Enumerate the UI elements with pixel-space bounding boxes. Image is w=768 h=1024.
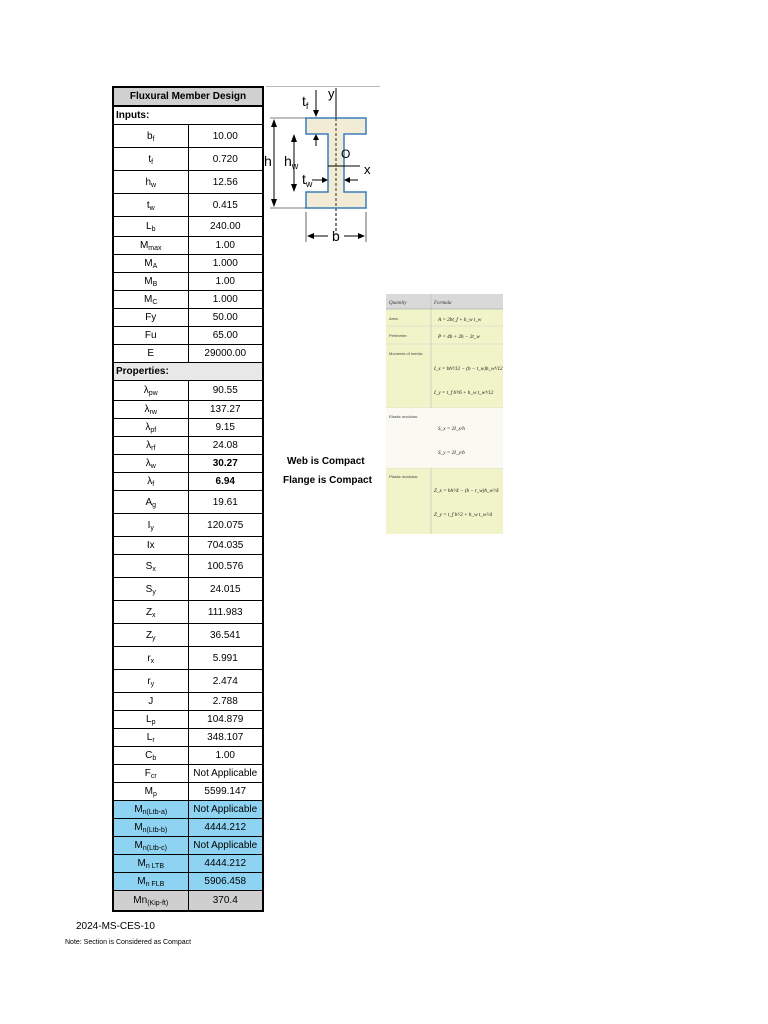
symbol-subscript: A	[152, 263, 158, 270]
symbol-subscript: f	[152, 135, 155, 143]
table-row	[113, 514, 263, 537]
row-value: 10.00	[188, 125, 263, 148]
tf-arrow-head-lower	[313, 134, 319, 140]
row-symbol	[113, 711, 188, 729]
table-row	[113, 473, 263, 491]
symbol-subscript: b	[152, 755, 157, 762]
row-symbol	[113, 491, 188, 514]
hw-arrow-top	[291, 134, 297, 142]
web-status: Web is Compact	[287, 456, 365, 467]
row-symbol	[113, 693, 188, 711]
symbol-subscript: r	[152, 737, 155, 744]
symbol-text: h	[145, 176, 151, 188]
row-symbol	[113, 783, 188, 801]
row-symbol	[113, 327, 188, 345]
flexural-design-table	[112, 86, 264, 912]
row-symbol	[113, 381, 188, 401]
symbol-text: λ	[144, 404, 150, 415]
row-value: 2.788	[188, 693, 263, 711]
h-arrow-top	[271, 119, 277, 127]
row-value: 36.541	[188, 624, 263, 647]
symbol-subscript: g	[152, 501, 157, 509]
symbol-subscript: y	[152, 588, 156, 596]
table-row	[113, 729, 263, 747]
symbol-text: λ	[147, 476, 153, 487]
symbol-subscript: n FLB	[145, 881, 165, 888]
table-row	[113, 255, 263, 273]
label-h: h	[264, 153, 272, 169]
row-value: 12.56	[188, 171, 263, 194]
row-value: 137.27	[188, 401, 263, 419]
row-value: 104.879	[188, 711, 263, 729]
symbol-text: λ	[143, 385, 149, 396]
formula-sy: S_y = 2I_y/b	[438, 450, 465, 456]
tw-arrow-left-head	[322, 177, 328, 183]
table-row	[113, 437, 263, 455]
row-value: 4444.212	[188, 819, 263, 837]
table-row	[113, 819, 263, 837]
table-row	[113, 273, 263, 291]
table-row	[113, 783, 263, 801]
table-row	[113, 194, 263, 217]
row-value: 4444.212	[188, 855, 263, 873]
symbol-text: S	[145, 583, 153, 595]
final-symbol	[113, 891, 188, 912]
row-symbol	[113, 765, 188, 783]
symbol-subscript: w	[150, 463, 156, 470]
row-symbol	[113, 309, 188, 327]
tf-arrow-head	[313, 110, 319, 117]
row-value: 240.00	[188, 217, 263, 237]
symbol-text: J	[148, 696, 154, 707]
symbol-text: λ	[146, 440, 152, 451]
table-row	[113, 537, 263, 555]
symbol-subscript: y	[150, 680, 155, 688]
formula-elastic-bg	[431, 408, 503, 468]
symbol-text: λ	[145, 422, 151, 433]
symbol-text: t	[148, 153, 152, 165]
symbol-text: M	[137, 876, 146, 887]
symbol-text: M	[134, 804, 143, 815]
row-value: 1.00	[188, 237, 263, 255]
table-row	[113, 601, 263, 624]
row-symbol	[113, 237, 188, 255]
table-row	[113, 555, 263, 578]
row-symbol	[113, 148, 188, 171]
label-tf: $t_f$	[302, 93, 309, 111]
symbol-subscript: n LTB	[145, 863, 164, 870]
symbol-subscript: rf	[151, 445, 156, 452]
table-row	[113, 873, 263, 891]
row-symbol	[113, 647, 188, 670]
formula-qty-perimeter: Perimeter:	[389, 333, 408, 338]
h-arrow-bottom	[271, 199, 277, 207]
symbol-subscript: w	[149, 204, 155, 212]
symbol-text: t	[146, 199, 150, 211]
symbol-text: E	[147, 348, 155, 359]
i-beam-diagram	[266, 84, 382, 244]
symbol-text: F	[144, 768, 151, 779]
document-id: 2024-MS-CES-10	[76, 921, 155, 932]
label-x: x	[364, 162, 371, 177]
row-symbol	[113, 125, 188, 148]
symbol-text: M	[144, 786, 153, 797]
row-symbol	[113, 255, 188, 273]
row-value: Not Applicable	[188, 837, 263, 855]
symbol-text: I	[147, 519, 151, 531]
table-row	[113, 837, 263, 855]
symbol-subscript: (Kip-ft)	[147, 900, 169, 907]
row-value: Not Applicable	[188, 765, 263, 783]
symbol-text: L	[146, 732, 153, 743]
symbol-text: Z	[145, 629, 153, 641]
formula-ix: I_x = bh³/12 − (b − t_w)h_w³/12	[434, 366, 503, 372]
row-symbol	[113, 171, 188, 194]
row-value: 120.075	[188, 514, 263, 537]
row-symbol	[113, 273, 188, 291]
row-value: 0.415	[188, 194, 263, 217]
row-symbol	[113, 855, 188, 873]
label-y: y	[328, 86, 335, 101]
row-symbol	[113, 578, 188, 601]
row-symbol	[113, 194, 188, 217]
table-row	[113, 345, 263, 363]
symbol-subscript: f	[152, 481, 155, 488]
row-symbol	[113, 670, 188, 693]
symbol-subscript: x	[150, 657, 155, 665]
formula-header-quantity: Quantity	[389, 301, 407, 306]
row-value: 24.08	[188, 437, 263, 455]
table-row	[113, 578, 263, 601]
row-symbol	[113, 819, 188, 837]
symbol-text: M	[144, 258, 153, 269]
symbol-text: M	[134, 822, 143, 833]
row-value: 5.991	[188, 647, 263, 670]
row-value: 19.61	[188, 491, 263, 514]
footer-note: Note: Section is Considered as Compact	[65, 939, 192, 946]
row-symbol	[113, 437, 188, 455]
label-tw: $t_w$	[302, 171, 313, 189]
row-symbol	[113, 801, 188, 819]
row-value: 1.000	[188, 255, 263, 273]
symbol-subscript: y	[150, 524, 154, 532]
symbol-text: Z	[145, 606, 153, 618]
symbol-subscript: y	[152, 634, 156, 642]
row-symbol	[113, 419, 188, 437]
row-value: 2.474	[188, 670, 263, 693]
formula-zx: Z_x = bh²/4 − (b − t_w)h_w²/4	[434, 488, 499, 494]
flange-status: Flange is Compact	[283, 475, 372, 486]
row-value: 24.015	[188, 578, 263, 601]
row-value: 1.00	[188, 747, 263, 765]
formula-zy: Z_y = t_f b²/2 + h_w t_w²/4	[434, 512, 492, 518]
table-row	[113, 419, 263, 437]
table-row	[113, 125, 263, 148]
row-value: 30.27	[188, 455, 263, 473]
row-symbol	[113, 747, 188, 765]
table-row	[113, 217, 263, 237]
label-b: b	[332, 228, 340, 244]
row-value: 50.00	[188, 309, 263, 327]
symbol-text: A	[145, 496, 153, 508]
formula-perimeter: P = 4b + 2h − 2t_w	[438, 334, 480, 340]
symbol-text: r	[147, 652, 151, 664]
symbol-subscript: cr	[150, 773, 157, 780]
row-value: 0.720	[188, 148, 263, 171]
hw-arrow-bottom	[291, 184, 297, 192]
table-row	[113, 381, 263, 401]
symbol-text: C	[145, 750, 153, 761]
symbol-subscript: x	[152, 611, 156, 619]
symbol-subscript: n(Ltb-c)	[142, 845, 167, 852]
symbol-text: r	[147, 675, 151, 687]
row-value: 100.576	[188, 555, 263, 578]
formula-qty-inertia: Moments of inertia:	[389, 351, 424, 356]
row-value: 6.94	[188, 473, 263, 491]
symbol-text: M	[137, 858, 146, 869]
row-symbol	[113, 729, 188, 747]
symbol-text: λ	[145, 458, 151, 469]
symbol-text: L	[146, 714, 152, 725]
row-value: 1.00	[188, 273, 263, 291]
row-value: 9.15	[188, 419, 263, 437]
row-symbol	[113, 601, 188, 624]
symbol-text: S	[145, 560, 153, 572]
formula-qty-plastic: Plastic modulus:	[389, 474, 419, 479]
symbol-subscript: p	[151, 719, 156, 726]
symbol-text: M	[144, 294, 153, 305]
symbol-subscript: x	[152, 565, 156, 573]
row-value: 65.00	[188, 327, 263, 345]
symbol-subscript: pw	[148, 390, 158, 397]
properties-header: Properties:	[113, 363, 263, 381]
formula-reference-table	[386, 294, 503, 534]
table-title: Fluxural Member Design	[113, 87, 263, 106]
formula-header-formula: Formula	[434, 301, 452, 306]
formula-qty-area: Area:	[389, 316, 399, 321]
tw-arrow-right-head	[344, 177, 350, 183]
row-symbol	[113, 624, 188, 647]
final-result-row	[113, 891, 263, 912]
symbol-text: M	[134, 840, 143, 851]
row-symbol	[113, 455, 188, 473]
symbol-text: Fy	[145, 312, 157, 323]
formula-area: A = 2bt_f + h_w t_w	[438, 317, 482, 323]
row-symbol	[113, 345, 188, 363]
symbol-subscript: rw	[149, 409, 157, 416]
table-row	[113, 670, 263, 693]
table-row	[113, 647, 263, 670]
symbol-text: Fu	[144, 330, 157, 341]
row-symbol	[113, 837, 188, 855]
table-row	[113, 624, 263, 647]
row-symbol	[113, 514, 188, 537]
table-row	[113, 801, 263, 819]
row-symbol	[113, 555, 188, 578]
symbol-text: Ix	[146, 540, 155, 551]
symbol-text: L	[146, 221, 152, 232]
label-hw: $h_w$	[284, 153, 299, 171]
row-value: 111.983	[188, 601, 263, 624]
row-symbol	[113, 291, 188, 309]
inputs-header: Inputs:	[113, 106, 263, 125]
symbol-subscript: C	[152, 299, 158, 306]
table-row	[113, 148, 263, 171]
final-value: 370.4	[188, 891, 263, 912]
symbol-subscript: n(Ltb-a)	[142, 809, 168, 816]
table-row	[113, 711, 263, 729]
row-symbol	[113, 217, 188, 237]
row-value: 5599.147	[188, 783, 263, 801]
symbol-subscript: n(Ltb-b)	[142, 827, 168, 834]
row-value: 5906.458	[188, 873, 263, 891]
symbol-subscript: f	[151, 158, 154, 166]
table-row	[113, 237, 263, 255]
row-value: 348.107	[188, 729, 263, 747]
symbol-subscript: b	[151, 226, 156, 233]
formula-qty-elastic: Elastic modulus:	[389, 414, 419, 419]
symbol-text: M	[144, 276, 153, 287]
symbol-text: b	[146, 130, 153, 142]
table-row	[113, 401, 263, 419]
table-row	[113, 747, 263, 765]
b-arrow-left	[307, 233, 314, 239]
row-value: 704.035	[188, 537, 263, 555]
symbol-subscript: p	[152, 791, 157, 798]
row-value: Not Applicable	[188, 801, 263, 819]
row-symbol	[113, 473, 188, 491]
label-origin: O	[341, 147, 351, 161]
row-value: 29000.00	[188, 345, 263, 363]
table-row	[113, 855, 263, 873]
formula-iy: I_y = t_f b³/6 + h_w t_w³/12	[434, 390, 494, 396]
symbol-subscript: B	[152, 281, 158, 288]
row-value: 1.000	[188, 291, 263, 309]
table-row	[113, 309, 263, 327]
row-symbol	[113, 537, 188, 555]
symbol-subscript: pf	[150, 427, 157, 434]
table-row	[113, 693, 263, 711]
symbol-text: Mn	[133, 895, 148, 906]
table-row	[113, 171, 263, 194]
row-symbol	[113, 873, 188, 891]
table-row	[113, 765, 263, 783]
symbol-subscript: max	[148, 245, 162, 252]
b-arrow-right	[358, 233, 365, 239]
table-row	[113, 491, 263, 514]
row-symbol	[113, 401, 188, 419]
symbol-subscript: w	[151, 181, 157, 189]
formula-sx: S_x = 2I_x/h	[438, 426, 465, 432]
table-row	[113, 455, 263, 473]
table-row	[113, 291, 263, 309]
table-row	[113, 327, 263, 345]
row-value: 90.55	[188, 381, 263, 401]
symbol-text: M	[139, 240, 149, 251]
